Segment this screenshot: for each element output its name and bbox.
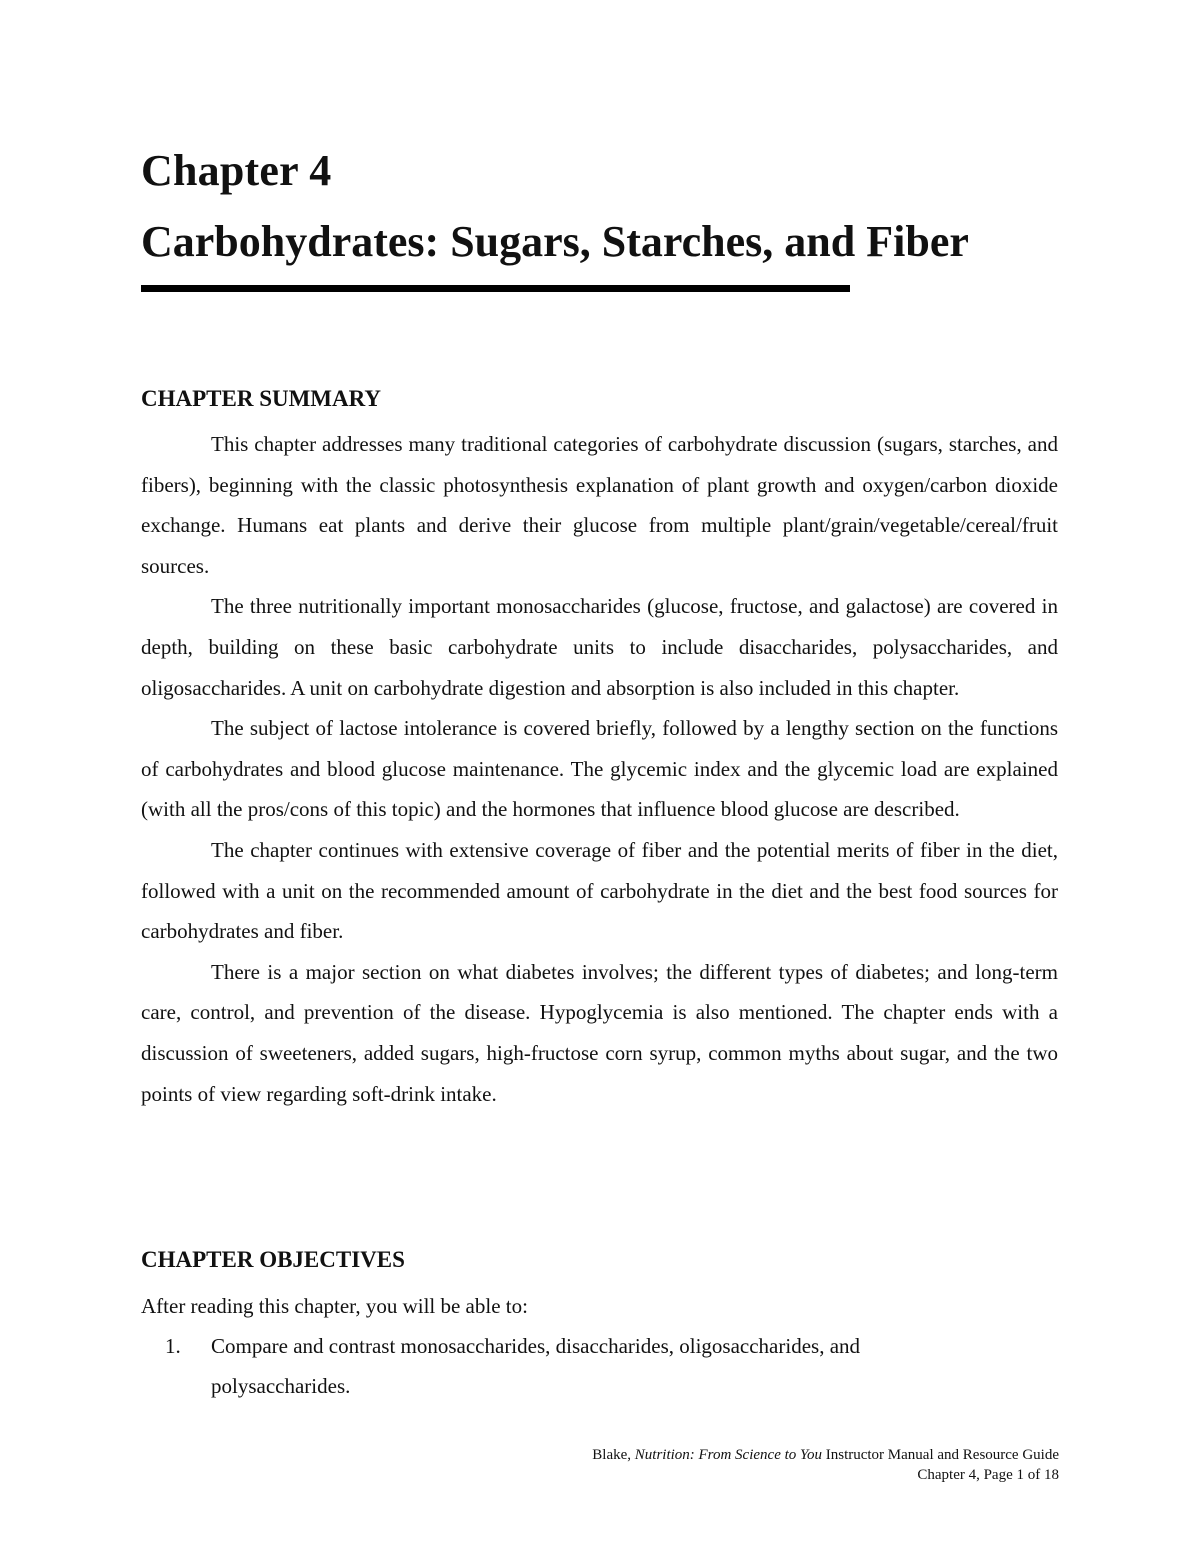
chapter-number: Chapter 4 xyxy=(141,146,332,195)
objective-item xyxy=(141,1326,1058,1406)
objectives-list xyxy=(141,1326,1058,1406)
summary-paragraph: This chapter addresses many traditional categories of carbohydrate discussion (sugars, starches, and fibers), beginning with the classic photosynthesis explanation of plant growth and oxygen/carbon dioxide exchange. Humans eat plants and derive their glucose from multiple plant/grain/vegetable/cereal/fruit sources. xyxy=(141,432,1058,578)
title-underline-rule xyxy=(141,285,850,292)
footer-author: Blake, xyxy=(592,1447,635,1463)
footer-citation xyxy=(592,1445,1059,1465)
summary-paragraph: The subject of lactose intolerance is covered briefly, followed by a lengthy section on the functions of carbohydrates and blood glucose maintenance. The glycemic index and the glycemic load are explained (with all the pros/cons of this topic) and the hormones that influence blood glucose are described. xyxy=(141,716,1058,822)
summary-paragraph: There is a major section on what diabetes involves; the different types of diabetes; and long-term care, control, and prevention of the disease. Hypoglycemia is also mentioned. The chapter ends with a discussion of sweeteners, added sugars, high-fructose corn syrup, common myths about sugar, and the two points of view regarding soft-drink intake. xyxy=(141,959,1058,1106)
footer-page-label: Chapter 4, Page 1 of 18 xyxy=(917,1467,1059,1483)
objective-number: 1. xyxy=(165,1334,181,1358)
summary-heading: CHAPTER SUMMARY xyxy=(141,386,382,411)
page-footer xyxy=(592,1445,1059,1485)
objective-text: Compare and contrast monosaccharides, disaccharides, oligosaccharides, and polysaccharides. xyxy=(211,1334,861,1398)
objectives-heading: CHAPTER OBJECTIVES xyxy=(141,1247,405,1272)
summary-paragraph: The chapter continues with extensive coverage of fiber and the potential merits of fiber in the diet, followed with a unit on the recommended amount of carbohydrate in the diet and the best food sources for carbohydrates and fiber. xyxy=(141,837,1058,944)
summary-paragraph: The three nutritionally important monosaccharides (glucose, fructose, and galactose) are covered in depth, building on these basic carbohydrate units to include disaccharides, polysaccharides, and oligosaccharides. A unit on carbohydrate digestion and absorption is also included in this chapter. xyxy=(141,594,1058,700)
chapter-title: Carbohydrates: Sugars, Starches, and Fiber xyxy=(141,217,969,266)
summary-body xyxy=(141,424,1058,1114)
objectives-intro: After reading this chapter, you will be able to: xyxy=(141,1294,528,1318)
footer-book-title: Nutrition: From Science to You xyxy=(634,1447,822,1463)
footer-suffix: Instructor Manual and Resource Guide xyxy=(821,1447,1059,1463)
